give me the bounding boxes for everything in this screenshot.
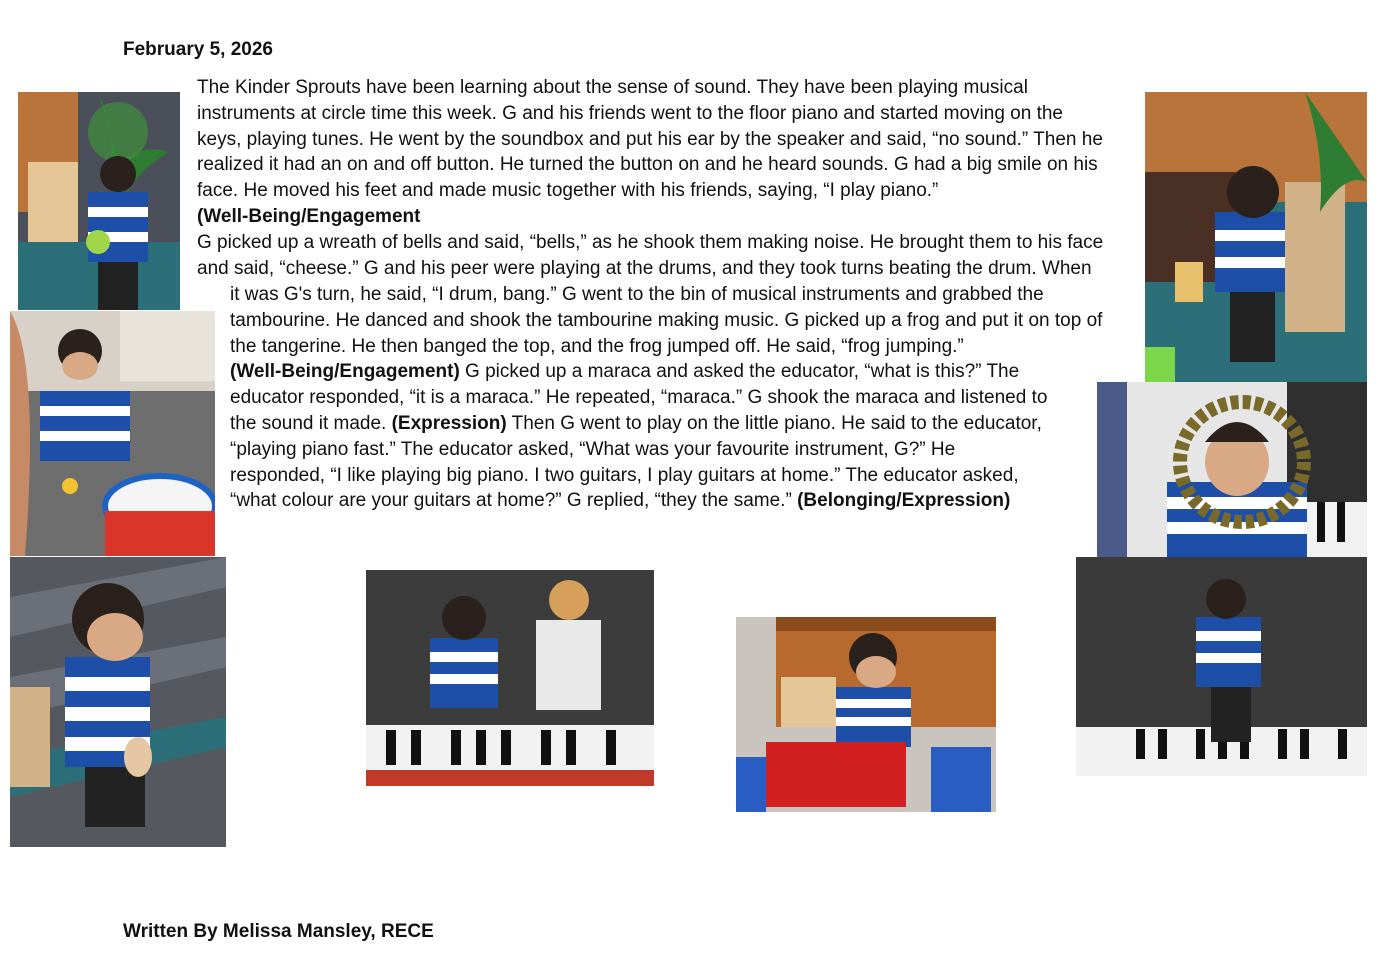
photo-two-children-piano [366,570,654,786]
photo-child-maraca [10,557,226,847]
photo-child-bell-wreath [1097,382,1367,557]
photo-child-red-box [736,617,996,812]
tag-well-being-1: (Well-Being/Engagement [197,205,421,227]
tag-belonging-expression: (Belonging/Expression) [797,490,1011,512]
photo-child-drum [10,311,215,556]
intro-paragraph: The Kinder Sprouts have been learning about the sense of sound. They have been playing musical instruments at circle time this week. G and his friends went to the floor piano and started moving on the keys, playing tunes. He went by the soundbox and put his ear by the speaker and said, “no sound.” Then he realized it had an on and off button. He turned the button on and he heard sounds. G had a big smile on his face. He moved his feet and made music together with his friends, saying, “I play piano.” (Well-Being/Engagement [197,75,1103,230]
drum-paragraph: it was G's turn, he said, “I drum, bang.” G went to the bin of musical instruments and grabbed the tambourine. He danced and shook the tambourine making music. G picked up a frog and put it on top of the tangerine. He then banged the top, and the frog jumped off. He said, “frog jumping.” (Well-Being/Engagement) G picked up a maraca and asked the educator, “what is this?” The educator responded, “it is a maraca.” He repeated, “maraca.” G shook the maraca and listened to the sound it made. (Expression) Then G went to play on the little piano. He said to the educator, “playing piano fast.” The educator asked, “What was your favourite instrument, G?” He responded, “I like playing big piano. I two guitars, I play guitars at home.” The educator asked, “what colour are your guitars at home?” G replied, “they the same.” (Belonging/Expression) [230,284,1103,512]
photo-child-plant [18,92,180,310]
photo-child-cabinet [1145,92,1367,382]
photo-child-floor-piano [1076,557,1367,776]
tag-expression: (Expression) [391,412,507,434]
bells-paragraph: G picked up a wreath of bells and said, “bells,” as he shook them making noise. He brought them to his face and said, “cheese.” G and his peer were playing at the drums, and they took turns beating the drum. When [197,232,1104,279]
author-footer: Written By Melissa Mansley, RECE [123,921,434,942]
tag-well-being-2: (Well-Being/Engagement) [230,361,460,383]
document-date: February 5, 2026 [123,39,273,60]
